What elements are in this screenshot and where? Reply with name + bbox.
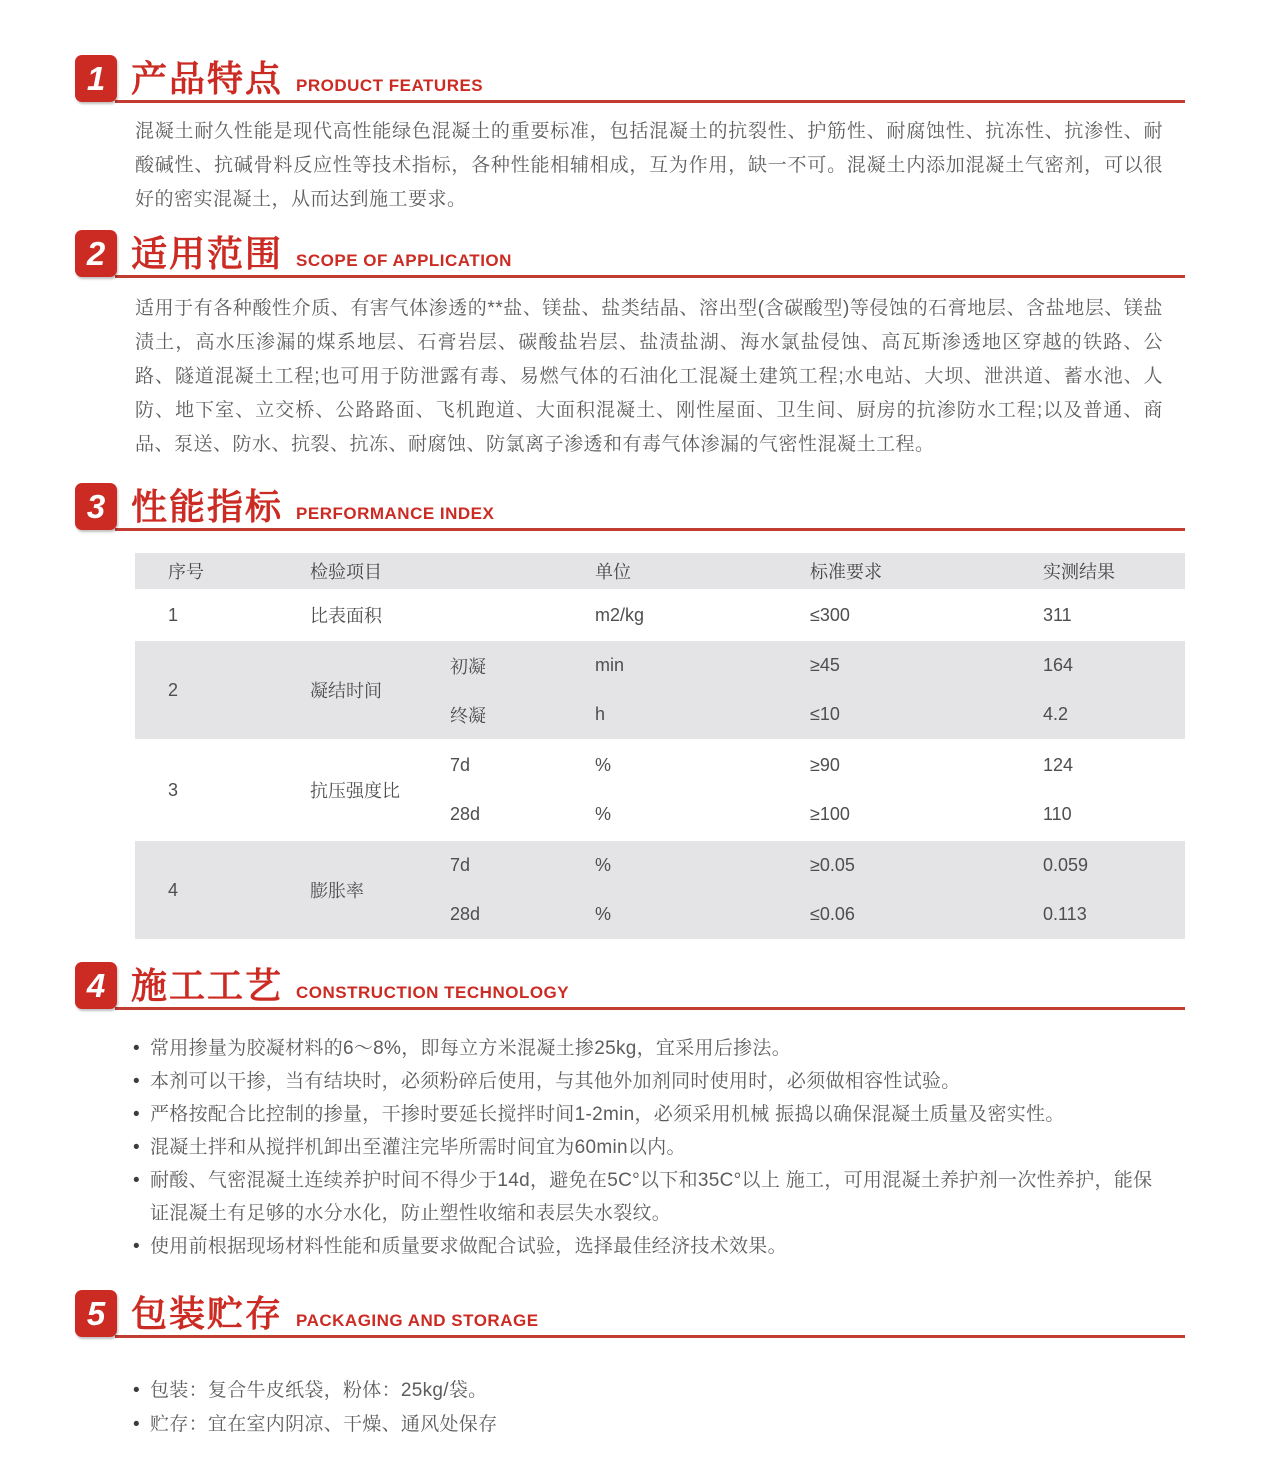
section-number: 2 <box>86 234 106 272</box>
section-product-features <box>75 55 1185 217</box>
section-header <box>75 483 1185 531</box>
section-header <box>75 230 1185 278</box>
bullet-icon: • <box>133 1414 140 1435</box>
list-item <box>133 1408 1163 1442</box>
performance-table <box>135 553 1185 939</box>
cell-sub: 7d <box>450 855 471 875</box>
section-titles <box>131 51 483 102</box>
section-performance-index <box>75 483 1185 939</box>
col-header-standard: 标准要求 <box>810 562 882 582</box>
bullet-icon: • <box>133 1380 140 1401</box>
cell-result: 311 <box>1043 604 1072 625</box>
bullet-icon: • <box>133 1071 140 1092</box>
list-item <box>133 1230 1163 1263</box>
section-number-badge <box>75 483 117 530</box>
cell-item: 抗压强度比 <box>310 781 400 801</box>
section-underline <box>115 100 1185 103</box>
cell-unit: % <box>595 904 612 924</box>
list-item <box>133 1032 1163 1065</box>
cell-unit: min <box>595 655 625 675</box>
cell-standard: ≥0.05 <box>810 855 855 875</box>
section-number-badge <box>75 55 117 102</box>
bullet-icon: • <box>133 1038 140 1059</box>
section-subtitle: SCOPE OF APPLICATION <box>296 251 512 270</box>
list-item <box>133 1131 1163 1164</box>
section-number-badge <box>75 1290 117 1337</box>
cell-result: 4.2 <box>1043 704 1069 724</box>
section-titles <box>131 1286 539 1337</box>
section-titles <box>131 958 569 1009</box>
cell-no: 4 <box>168 879 179 900</box>
table-row <box>135 641 1185 739</box>
section-header <box>75 1290 1185 1338</box>
col-header-no: 序号 <box>168 562 204 582</box>
list-item <box>133 1065 1163 1098</box>
col-header-result: 实测结果 <box>1043 562 1115 582</box>
cell-no: 2 <box>168 679 179 700</box>
section-title: 产品特点 <box>131 58 284 99</box>
table-header-row <box>135 553 1185 589</box>
section-title: 适用范围 <box>131 233 284 274</box>
table-row <box>135 841 1185 939</box>
section-subtitle: PACKAGING AND STORAGE <box>296 1311 539 1330</box>
cell-standard: ≥45 <box>810 655 840 675</box>
section-underline <box>115 1007 1185 1010</box>
cell-sub: 28d <box>450 804 481 824</box>
bullet-icon: • <box>133 1104 140 1125</box>
section-number: 3 <box>86 487 106 525</box>
list-item <box>133 1374 1163 1408</box>
bullet-list <box>133 1374 1163 1442</box>
section-subtitle: PERFORMANCE INDEX <box>296 504 495 523</box>
cell-item: 膨胀率 <box>310 881 364 901</box>
cell-no: 3 <box>168 779 179 800</box>
bullet-text: 包装：复合牛皮纸袋，粉体：25kg/袋。 <box>150 1380 488 1401</box>
section-number: 4 <box>86 966 106 1004</box>
cell-result: 0.059 <box>1043 855 1089 875</box>
section-number-badge <box>75 962 117 1009</box>
cell-unit: h <box>595 704 606 724</box>
cell-standard: ≤0.06 <box>810 904 855 924</box>
list-item <box>133 1098 1163 1131</box>
cell-result: 0.113 <box>1043 904 1087 924</box>
bullet-icon: • <box>133 1236 140 1257</box>
cell-sub: 初凝 <box>450 656 486 677</box>
cell-item: 凝结时间 <box>310 681 382 701</box>
bullet-text: 混凝土拌和从搅拌机卸出至灌注完毕所需时间宜为60min以内。 <box>150 1137 686 1158</box>
cell-standard: ≥100 <box>810 804 850 824</box>
section-title: 性能指标 <box>131 486 284 527</box>
section-number: 5 <box>86 1294 106 1332</box>
bullet-text: 耐酸、气密混凝土连续养护时间不得少于14d，避免在5C°以下和35C°以上 施工，可用混凝土养护剂一次性养护，能保证混凝土有足够的水分水化，防止塑性收缩和表层失水裂纹。 <box>150 1170 1153 1224</box>
section-underline <box>115 528 1185 531</box>
section-titles <box>131 479 494 530</box>
cell-standard: ≤300 <box>810 604 850 625</box>
cell-unit: m2/kg <box>595 604 645 625</box>
section-header <box>75 962 1185 1010</box>
paragraph: 适用于有各种酸性介质、有害气体渗透的**盐、镁盐、盐类结晶、溶出型(含碳酸型)等侵蚀的石膏地层、含盐地层、镁盐渍土，高水压渗漏的煤系地层、石膏岩层、碳酸盐岩层、盐渍盐湖、海水氯盐侵蚀、高瓦斯渗透地区穿越的铁路、公路、隧道混凝土工程;也可用于防泄露有毒、易燃气体的石油化工混凝土建筑工程;水电站、大坝、泄洪道、蓄水池、人防、地下室、立交桥、公路路面、飞机跑道、大面积混凝土、刚性屋面、卫生间、厨房的抗渗防水工程;以及普通、商品、泵送、防水、抗裂、抗冻、耐腐蚀、防氯离子渗透和有毒气体渗漏的气密性混凝土工程。 <box>135 298 1163 455</box>
col-header-unit: 单位 <box>595 562 631 582</box>
cell-result: 110 <box>1043 804 1072 824</box>
bullet-icon: • <box>133 1137 140 1158</box>
cell-unit: % <box>595 755 612 775</box>
section-underline <box>115 275 1185 278</box>
table-row <box>135 741 1185 839</box>
section-construction-technology <box>75 962 1185 1263</box>
cell-sub: 终凝 <box>450 705 486 726</box>
cell-unit: % <box>595 855 612 875</box>
section-title: 包装贮存 <box>131 1293 284 1334</box>
bullet-text: 本剂可以干掺，当有结块时，必须粉碎后使用，与其他外加剂同时使用时，必须做相容性试验。 <box>150 1071 961 1092</box>
list-item <box>133 1164 1163 1230</box>
section-titles <box>131 226 512 277</box>
bullet-text: 严格按配合比控制的掺量，干掺时要延长搅拌时间1-2min，必须采用机械 振捣以确保混凝土质量及密实性。 <box>150 1104 1065 1125</box>
cell-standard: ≥90 <box>810 755 840 775</box>
bullet-icon: • <box>133 1170 140 1191</box>
col-header-item: 检验项目 <box>310 562 382 582</box>
cell-sub: 28d <box>450 904 481 924</box>
paragraph: 混凝土耐久性能是现代高性能绿色混凝土的重要标准，包括混凝土的抗裂性、护筋性、耐腐蚀性、抗冻性、抗渗性、耐酸碱性、抗碱骨料反应性等技术指标，各种性能相辅相成，互为作用，缺一不可。混凝土内添加混凝土气密剂，可以很好的密实混凝土，从而达到施工要求。 <box>135 121 1163 210</box>
section-header <box>75 55 1185 103</box>
section-underline <box>115 1335 1185 1338</box>
section-number: 1 <box>86 59 106 97</box>
section-number-badge <box>75 230 117 277</box>
cell-no: 1 <box>168 604 179 625</box>
bullet-text: 贮存：宜在室内阴凉、干燥、通风处保存 <box>150 1414 498 1435</box>
table-row <box>135 591 1185 639</box>
cell-unit: % <box>595 804 612 824</box>
cell-result: 164 <box>1043 655 1074 675</box>
section-subtitle: CONSTRUCTION TECHNOLOGY <box>296 983 570 1002</box>
bullet-list <box>133 1032 1163 1263</box>
cell-sub: 7d <box>450 755 471 775</box>
cell-result: 124 <box>1043 755 1074 775</box>
bullet-text: 常用掺量为胶凝材料的6～8%，即每立方米混凝土掺25kg，宜采用后掺法。 <box>150 1038 792 1059</box>
section-scope-of-application <box>75 230 1185 462</box>
section-title: 施工工艺 <box>131 965 284 1006</box>
section-subtitle: PRODUCT FEATURES <box>296 76 484 95</box>
cell-item: 比表面积 <box>310 606 382 626</box>
bullet-text: 使用前根据现场材料性能和质量要求做配合试验，选择最佳经济技术效果。 <box>150 1236 787 1257</box>
section-packaging-and-storage <box>75 1290 1185 1442</box>
cell-standard: ≤10 <box>810 704 840 724</box>
